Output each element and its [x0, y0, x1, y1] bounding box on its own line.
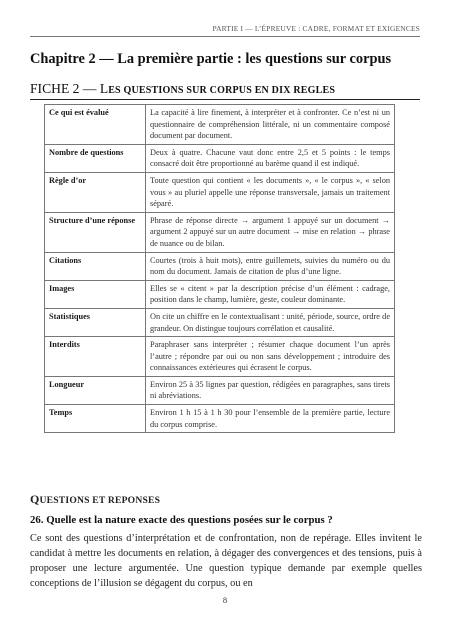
running-header: PARTIE I — L’ÉPREUVE : CADRE, FORMAT ET EXIGENCES: [212, 24, 420, 33]
rule-text: Elles se « citent » par la description précise d’un élément : cadrage, position dans le champ, lumière, geste, couleur dominante.: [146, 280, 395, 308]
section-heading: [30, 492, 160, 507]
rule-label: Citations: [45, 252, 146, 280]
table-row: [45, 212, 395, 252]
table-row: [45, 308, 395, 336]
fiche-title-rest: ES QUESTIONS SUR CORPUS EN DIX REGLES: [108, 85, 336, 96]
rule-text: Courtes (trois à huit mots), entre guillemets, suivies du numéro ou du nom du document. Jamais de citation de plus d’une ligne.: [146, 252, 395, 280]
rule-text: Environ 1 h 15 à 1 h 30 pour l’ensemble de la première partie, lecture du corpus comprise.: [146, 405, 395, 433]
fiche-title-prefix: FICHE 2 —: [30, 81, 100, 96]
fiche-title-initial: L: [99, 81, 109, 96]
rule-text: Deux à quatre. Chacune vaut donc entre 2,5 et 5 points : le temps consacré doit être proportionné au barème quand il est indiqué.: [146, 144, 395, 172]
rule-label: Statistiques: [45, 308, 146, 336]
fiche-rule: [30, 99, 420, 100]
table-row: [45, 172, 395, 212]
section-heading-initial: Q: [30, 492, 40, 506]
rule-label: Longueur: [45, 376, 146, 404]
rule-label: Temps: [45, 405, 146, 433]
rule-text: Environ 25 à 35 lignes par question, rédigées en paragraphes, sans tirets ni abréviations.: [146, 376, 395, 404]
question-heading: 26. Quelle est la nature exacte des questions posées sur le corpus ?: [30, 514, 333, 526]
table-row: [45, 144, 395, 172]
table-row: [45, 280, 395, 308]
rules-table: [44, 104, 395, 433]
rule-label: Nombre de questions: [45, 144, 146, 172]
rules-table-body: [45, 105, 395, 433]
header-rule: [30, 36, 420, 37]
rule-text: Toute question qui contient « les documents », « le corpus », « selon vous » au pluriel appelle une réponse transversale, jamais un traitement séparé.: [146, 172, 395, 212]
rule-label: Interdits: [45, 337, 146, 377]
section-heading-rest: UESTIONS ET REPONSES: [39, 495, 161, 506]
fiche-title: [30, 81, 420, 97]
rule-label: Structure d’une réponse: [45, 212, 146, 252]
rule-text: Phrase de réponse directe → argument 1 appuyé sur un document → argument 2 appuyé sur un autre document → mise en relation → phrase de nuance ou de bilan.: [146, 212, 395, 252]
rule-label: Ce qui est évalué: [45, 105, 146, 145]
table-row: [45, 337, 395, 377]
table-row: [45, 252, 395, 280]
rule-text: La capacité à lire finement, à interpréter et à confronter. Ce n’est ni un questionnaire de compréhension littérale, ni un commentaire composé document par document.: [146, 105, 395, 145]
table-row: [45, 105, 395, 145]
answer-paragraph: Ce sont des questions d’interprétation et de confrontation, non de repérage. Elles invitent le candidat à mettre les documents en relation, à dégager des convergences et des tensions, puis à proposer une lecture argumentée. Une question typique demande par exemple quelles conceptions de l’illusion se dégagent du corpus, ou en: [30, 533, 422, 589]
rule-label: Règle d’or: [45, 172, 146, 212]
rule-label: Images: [45, 280, 146, 308]
table-row: [45, 405, 395, 433]
chapter-title: Chapitre 2 — La première partie : les questions sur corpus: [30, 51, 392, 67]
rule-text: On cite un chiffre en le contextualisant : unité, période, source, ordre de grandeur. On distingue toujours corrélation et causalité.: [146, 308, 395, 336]
page-number: 8: [222, 595, 228, 605]
rule-text: Paraphraser sans interpréter ; résumer chaque document l’un après l’autre ; répondre par oui ou non sans développement ; introduire des connaissances extérieures qui écrasent le corpus.: [146, 337, 395, 377]
table-row: [45, 376, 395, 404]
